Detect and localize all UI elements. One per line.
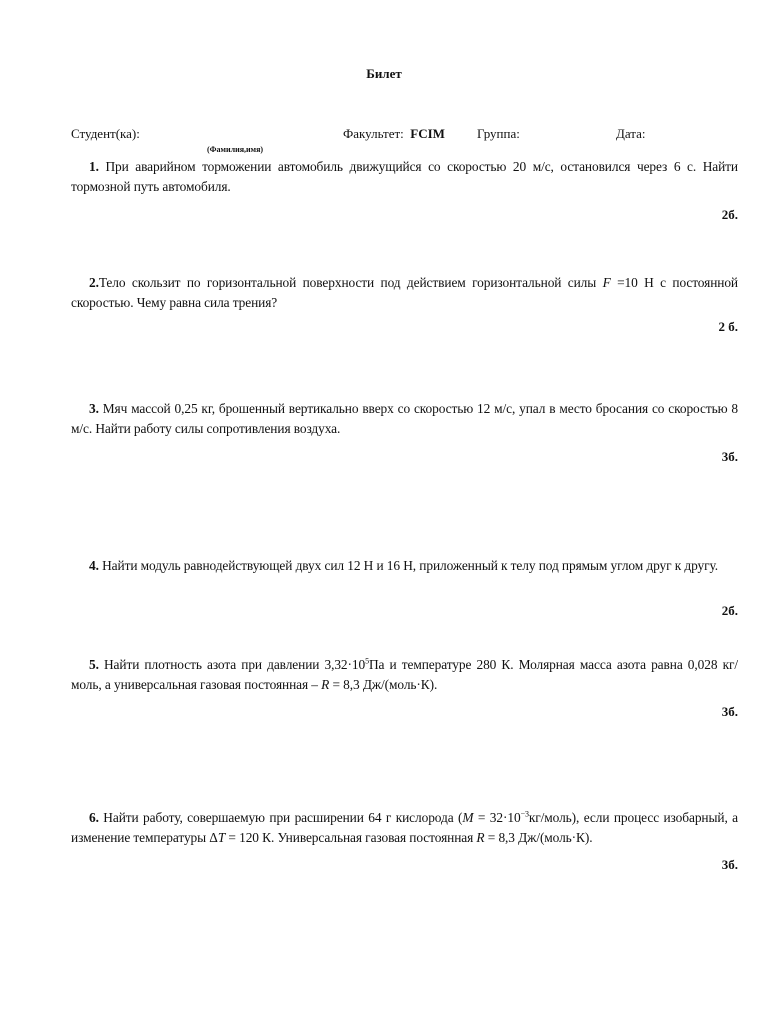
question-text: Па и температуре 280 К. Молярная масса азота равна 0,028 кг/моль, а универсальная газовая постоянная – xyxy=(71,657,738,692)
question-text: = 32·10 xyxy=(473,810,521,825)
question-4-points: 2б. xyxy=(721,603,738,618)
question-text: = 8,3 Дж/(моль·К). xyxy=(329,677,438,692)
faculty-field xyxy=(343,126,445,142)
variable-r: R xyxy=(321,677,330,692)
question-number: 5. xyxy=(89,657,99,672)
ticket-title: Билет xyxy=(366,66,402,81)
question-text: Найти модуль равнодействующей двух сил 12 Н и 16 Н, приложенный к телу под прямым углом друг к другу. xyxy=(98,558,719,573)
question-4 xyxy=(71,556,738,576)
question-6 xyxy=(71,808,738,848)
question-text: = 120 К. Универсальная газовая постоянная xyxy=(225,830,477,845)
question-text: кг/моль), если процесс изобарный, а изменение температуры Δ xyxy=(71,810,738,845)
question-number: 2. xyxy=(89,275,99,290)
question-number: 3. xyxy=(89,401,99,416)
question-text: =10 Н с постоянной скоростью. Чему равна сила трения? xyxy=(71,275,738,310)
faculty-value: FCIM xyxy=(410,126,445,141)
question-3 xyxy=(71,399,738,439)
faculty-label: Факультет: xyxy=(343,126,404,141)
question-text: Мяч массой 0,25 кг, брошенный вертикально вверх со скоростью 12 м/с, упал в место бросания со скоростью 8 м/с. Найти работу силы сопротивления воздуха. xyxy=(71,401,738,436)
variable-r: R xyxy=(476,830,485,845)
question-text: При аварийном торможении автомобиль движущийся со скоростью 20 м/с, остановился через 6 с. Найти тормозной путь автомобиля. xyxy=(71,159,738,194)
question-2-points: 2 б. xyxy=(718,319,738,334)
question-number: 6. xyxy=(89,810,99,825)
question-2 xyxy=(71,273,738,313)
question-3-points: 3б. xyxy=(721,449,738,464)
question-text: Найти плотность азота при давлении 3,32·10 xyxy=(98,657,366,672)
exponent: −3 xyxy=(520,809,529,819)
question-number: 4. xyxy=(89,558,99,573)
question-6-points: 3б. xyxy=(721,857,738,872)
question-text: Тело скользит по горизонтальной поверхности под действием горизонтальной силы xyxy=(98,275,603,290)
question-1 xyxy=(71,157,738,197)
question-text: Найти работу, совершаемую при расширении 64 г кислорода ( xyxy=(98,810,463,825)
question-1-points: 2б. xyxy=(721,207,738,222)
student-name-hint: (Фамилия,имя) xyxy=(207,145,264,154)
student-label: Студент(ка): xyxy=(71,126,140,141)
variable-m: M xyxy=(462,810,474,825)
exponent: 5 xyxy=(365,656,369,666)
variable-t: T xyxy=(217,830,226,845)
variable-f: F xyxy=(602,275,611,290)
group-label: Группа: xyxy=(477,126,520,141)
question-number: 1. xyxy=(89,159,99,174)
question-5-points: 3б. xyxy=(721,704,738,719)
date-label: Дата: xyxy=(616,126,646,141)
question-5 xyxy=(71,655,738,695)
question-text: = 8,3 Дж/(моль·К). xyxy=(484,830,593,845)
